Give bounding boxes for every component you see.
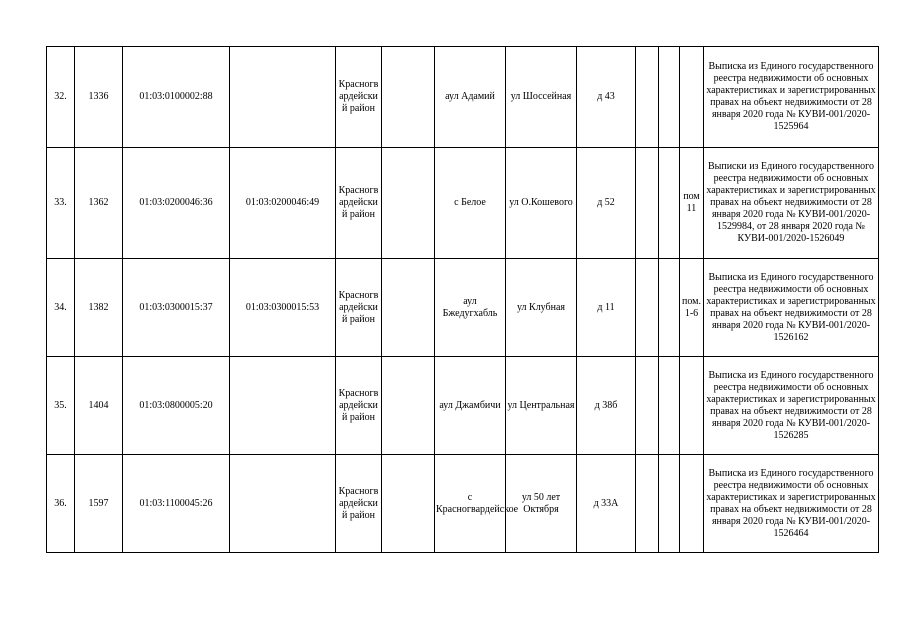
- object-id-cell: 1597: [75, 455, 123, 553]
- property-register-table: [46, 46, 879, 553]
- empty-cell: [659, 455, 680, 553]
- cadastral-number-cell: 01:03:0100002:88: [123, 47, 230, 148]
- street-cell: ул 50 лет Октября: [506, 455, 577, 553]
- table-row: [47, 455, 879, 553]
- row-number-cell: 36.: [47, 455, 75, 553]
- empty-cell: [382, 357, 435, 455]
- house-cell: д 43: [577, 47, 636, 148]
- settlement-cell: аул Бжедугхабль: [435, 259, 506, 357]
- row-number-cell: 35.: [47, 357, 75, 455]
- house-cell: д 33А: [577, 455, 636, 553]
- object-id-cell: 1404: [75, 357, 123, 455]
- settlement-cell: аул Адамий: [435, 47, 506, 148]
- empty-cell: [382, 455, 435, 553]
- empty-cell: [636, 455, 659, 553]
- cadastral-number-cell: 01:03:0300015:37: [123, 259, 230, 357]
- object-id-cell: 1382: [75, 259, 123, 357]
- object-id-cell: 1336: [75, 47, 123, 148]
- table-body: [47, 47, 879, 553]
- house-cell: д 38б: [577, 357, 636, 455]
- street-cell: ул Клубная: [506, 259, 577, 357]
- row-number-cell: 33.: [47, 148, 75, 259]
- empty-cell: [659, 148, 680, 259]
- room-cell: [680, 47, 704, 148]
- document-cell: Выписки из Единого государственного реестра недвижимости об основных характеристиках и зарегистрированных правах на объект недвижимости от 28 января 2020 года № КУВИ-001/2020-1529984, от 28 января 2020 года № КУВИ-001/2020-1526049: [704, 148, 879, 259]
- street-cell: ул Шоссейная: [506, 47, 577, 148]
- room-cell: [680, 357, 704, 455]
- table-row: [47, 357, 879, 455]
- district-cell: Красногвардейский район: [336, 455, 382, 553]
- table-row: [47, 47, 879, 148]
- room-cell: пом 11: [680, 148, 704, 259]
- empty-cell: [636, 148, 659, 259]
- table-row: [47, 259, 879, 357]
- settlement-cell: с Белое: [435, 148, 506, 259]
- document-cell: Выписка из Единого государственного реестра недвижимости об основных характеристиках и зарегистрированных правах на объект недвижимости от 28 января 2020 года № КУВИ-001/2020-1526464: [704, 455, 879, 553]
- object-id-cell: 1362: [75, 148, 123, 259]
- empty-cell: [659, 357, 680, 455]
- empty-cell: [636, 259, 659, 357]
- empty-cell: [659, 259, 680, 357]
- parent-cadastral-cell: [230, 47, 336, 148]
- parent-cadastral-cell: [230, 357, 336, 455]
- district-cell: Красногвардейский район: [336, 259, 382, 357]
- empty-cell: [382, 148, 435, 259]
- empty-cell: [636, 47, 659, 148]
- empty-cell: [636, 357, 659, 455]
- document-cell: Выписка из Единого государственного реестра недвижимости об основных характеристиках и зарегистрированных правах на объект недвижимости от 28 января 2020 года № КУВИ-001/2020-1526285: [704, 357, 879, 455]
- parent-cadastral-cell: [230, 455, 336, 553]
- street-cell: ул Центральная: [506, 357, 577, 455]
- cadastral-number-cell: 01:03:0200046:36: [123, 148, 230, 259]
- district-cell: Красногвардейский район: [336, 357, 382, 455]
- street-cell: ул О.Кошевого: [506, 148, 577, 259]
- parent-cadastral-cell: 01:03:0200046:49: [230, 148, 336, 259]
- house-cell: д 52: [577, 148, 636, 259]
- empty-cell: [382, 259, 435, 357]
- cadastral-number-cell: 01:03:1100045:26: [123, 455, 230, 553]
- table-row: [47, 148, 879, 259]
- room-cell: [680, 455, 704, 553]
- row-number-cell: 34.: [47, 259, 75, 357]
- settlement-cell: с Красногвардейское: [435, 455, 506, 553]
- empty-cell: [659, 47, 680, 148]
- district-cell: Красногвардейский район: [336, 148, 382, 259]
- settlement-cell: аул Джамбичи: [435, 357, 506, 455]
- parent-cadastral-cell: 01:03:0300015:53: [230, 259, 336, 357]
- cadastral-number-cell: 01:03:0800005:20: [123, 357, 230, 455]
- house-cell: д 11: [577, 259, 636, 357]
- room-cell: пом.1-6: [680, 259, 704, 357]
- empty-cell: [382, 47, 435, 148]
- district-cell: Красногвардейский район: [336, 47, 382, 148]
- row-number-cell: 32.: [47, 47, 75, 148]
- document-cell: Выписка из Единого государственного реестра недвижимости об основных характеристиках и зарегистрированных правах на объект недвижимости от 28 января 2020 года № КУВИ-001/2020-1526162: [704, 259, 879, 357]
- document-cell: Выписка из Единого государственного реестра недвижимости об основных характеристиках и зарегистрированных правах на объект недвижимости от 28 января 2020 года № КУВИ-001/2020-1525964: [704, 47, 879, 148]
